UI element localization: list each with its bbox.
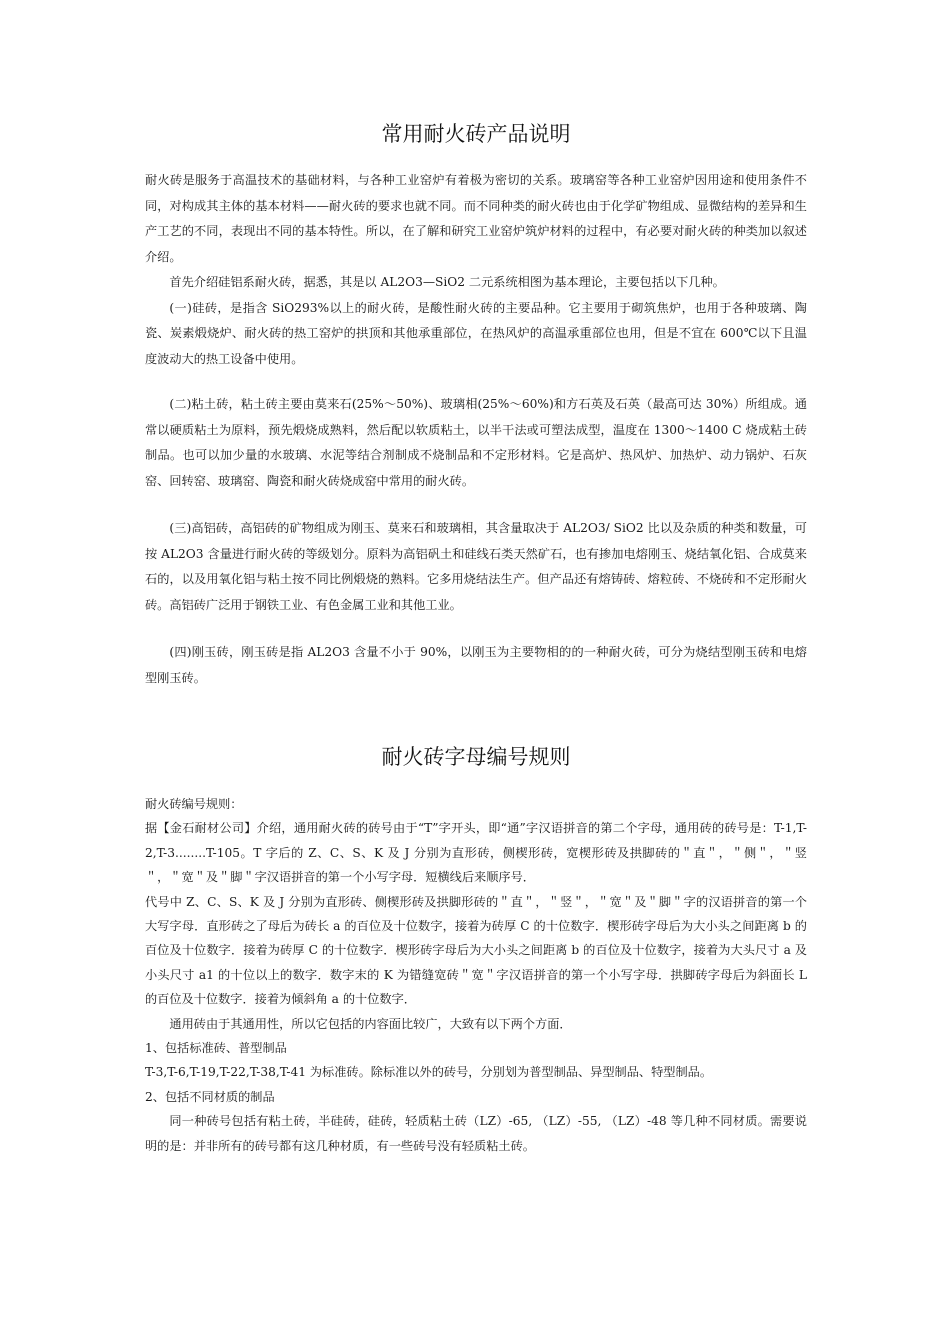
intro-paragraph: 耐火砖是服务于高温技术的基础材料，与各种工业窑炉有着极为密切的关系。玻璃窑等各种工业窑炉因用途和使用条件不同，对构成其主体的基本材料——耐火砖的要求也就不同。而不同种类的耐火砖也由于化学矿物组成、显微结构的差异和生产工艺的不同，表现出不同的基本特性。所以，在了解和研究工业窑炉筑炉材料的过程中，有必要对耐火砖的种类加以叙述介绍。: [145, 173, 807, 264]
intro-section: [145, 168, 807, 372]
item-2-title: 2、包括不同材质的制品: [145, 1089, 275, 1104]
numbering-rules-section: [145, 792, 807, 1158]
rules-label: 耐火砖编号规则：: [145, 797, 243, 811]
rules-paragraph-2: 代号中 Z、C、S、K 及 J 分别为直形砖、侧楔形砖及拱脚形砖的＂直＂，＂竖＂，＂宽＂及＂脚＂字的汉语拼音的第一个大写字母．直形砖之了母后为砖长 a 的百位及十位数字，接着为砖厚 C 的十位数字．楔形砖字母后为大小头之间距离 b 的百位及十位数字．接着为砖厚 C 的十位数字．楔形砖字母后为大小头之间距离 b 的百位及十位数字，接着为大头尺寸 a 及小头尺寸 a1 的十位以上的数字．数字末的 K 为错缝宽砖＂宽＂字汉语拼音的第一个小写字母．拱脚砖字母后为斜面长 L 的百位及十位数字．接着为倾斜角 a 的十位数字．: [145, 894, 807, 1007]
corundum-section: [145, 640, 807, 691]
item-2-text: 同一种砖号包括有粘土砖，半硅砖，硅砖，轻质粘土砖（LZ）-65, （LZ）-55, （LZ）-48 等几种不同材质。需要说明的是：并非所有的砖号都有这几种材质，有一些砖号没有轻质粘土砖。: [145, 1114, 807, 1153]
silica-brick-paragraph: (一)硅砖，是指含 SiO293%以上的耐火砖，是酸性耐火砖的主要品种。它主要用于砌筑焦炉，也用于各种玻璃、陶瓷、炭素煅烧炉、耐火砖的热工窑炉的拱顶和其他承重部位，在热风炉的高温承重部位也用，但是不宜在 600℃以下且温度波动大的热工设备中使用。: [145, 300, 807, 366]
clay-brick-section: [145, 392, 807, 494]
item-1-title: 1、包括标准砖、普型制品: [145, 1041, 287, 1056]
item-1-text: T-3,T-6,T-19,T-22,T-38,T-41 为标准砖。除标准以外的砖号，分别划为普型制品、异型制品、特型制品。: [145, 1065, 713, 1080]
document-title: 常用耐火砖产品说明: [381, 122, 571, 146]
clay-brick-paragraph: (二)粘土砖，粘土砖主要由莫来石(25%～50%)、玻璃相(25%～60%)和方石英及石英（最高可达 30%）所组成。通常以硬质粘土为原料，预先煅烧成熟料，然后配以软质粘土，以半干法或可塑法成型，温度在 1300～1400 C 烧成粘土砖制品。也可以加少量的水玻璃、水泥等结合剂制成不烧制品和不定形材料。它是高炉、热风炉、加热炉、动力锅炉、石灰窑、回转窑、玻璃窑、陶瓷和耐火砖烧成窑中常用的耐火砖。: [145, 397, 807, 488]
section-title-numbering: 耐火砖字母编号规则: [381, 745, 571, 769]
high-alumina-section: [145, 516, 807, 618]
corundum-paragraph: (四)刚玉砖，刚玉砖是指 AL2O3 含量不小于 90%，以刚玉为主要物相的的一种耐火砖，可分为烧结型刚玉砖和电熔型刚玉砖。: [145, 645, 807, 685]
rules-paragraph-3: 通用砖由于其通用性，所以它包括的内容面比较广，大致有以下两个方面．: [169, 1016, 572, 1031]
intro-paragraph-2: 首先介绍硅铝系耐火砖，据悉，其是以 AL2O3—SiO2 二元系统相图为基本理论，主要包括以下几种。: [169, 275, 725, 289]
rules-paragraph-1: 据【金石耐材公司】介绍，通用耐火砖的砖号由于“T”字开头，即“通”字汉语拼音的第二个字母，通用砖的砖号是：T-1,T-2,T-3........T-105。T 字后的 Z、C、S、K 及 J 分别为直形砖，侧楔形砖，宽楔形砖及拱脚砖的＂直＂，＂侧＂，＂竖＂，＂宽＂及＂脚＂字汉语拼音的第一个小写字母．短横线后来顺序号．: [145, 821, 807, 885]
high-alumina-paragraph: (三)高铝砖，高铝砖的矿物组成为刚玉、莫来石和玻璃相，其含量取决于 AL2O3/ SiO2 比以及杂质的种类和数量，可按 AL2O3 含量进行耐火砖的等级划分。原料为高铝矾土和硅线石类天然矿石，也有掺加电熔刚玉、烧结氧化铝、合成莫来石的，以及用氧化铝与粘土按不同比例煅烧的熟料。它多用烧结法生产。但产品还有熔铸砖、熔粒砖、不烧砖和不定形耐火砖。高铝砖广泛用于钢铁工业、有色金属工业和其他工业。: [145, 521, 807, 612]
